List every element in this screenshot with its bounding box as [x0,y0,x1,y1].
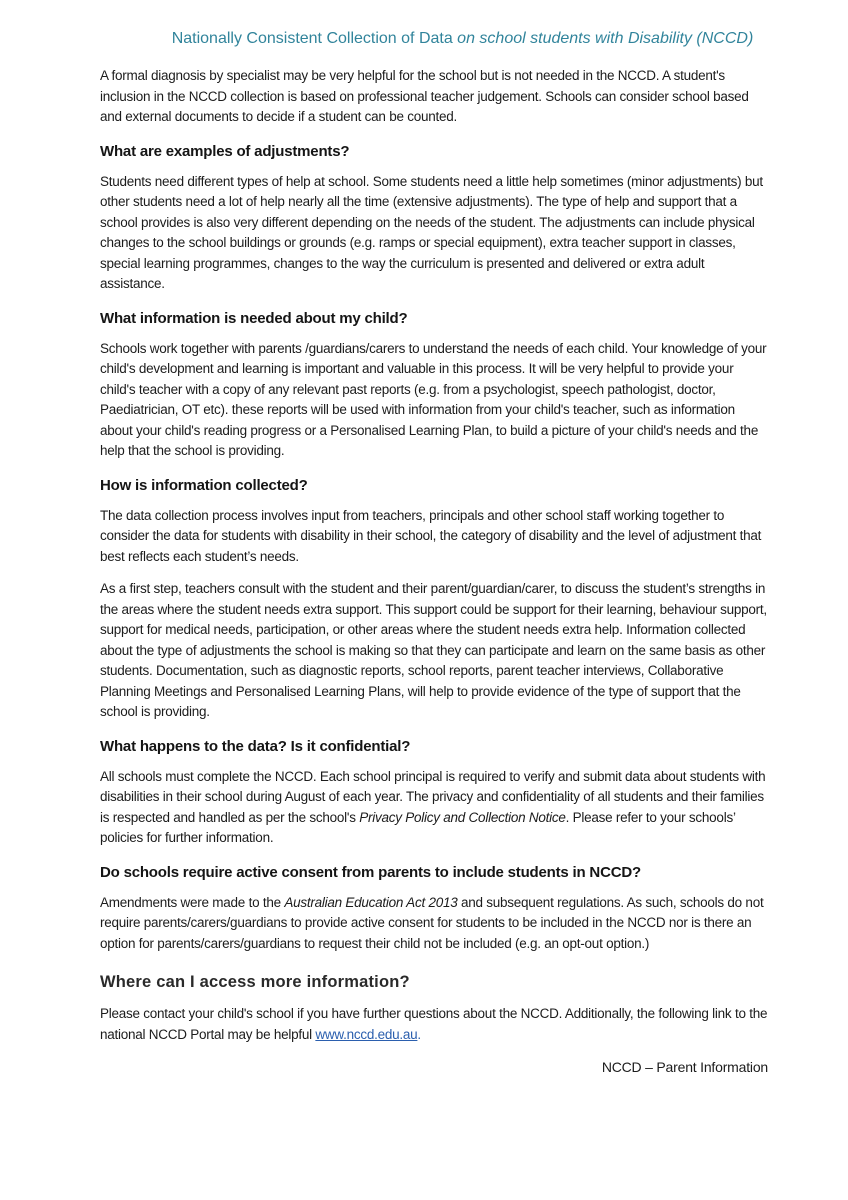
nccd-portal-link[interactable]: www.nccd.edu.au [315,1026,418,1042]
paragraph-collection-2: As a first step, teachers consult with the student and their parent/guardian/carer, to discuss the student’s strengths in the areas where the student needs extra support. This support could be support for their learning, behaviour support, support for medical needs, participation, or other areas where the student needs extra help. Information collected about the type of adjustments the school is making so that they can participate and learn on the same basis as other students. Documentation, such as diagnostic reports, school reports, parent teacher interviews, Collaborative Planning Meetings and Personalised Learning Plans, will help to provide evidence of the type of support that the school is providing. [100,581,767,719]
heading-child-info: What information is needed about my child? [100,309,408,327]
footer-label: NCCD – Parent Information [601,1059,768,1075]
heading-consent: Do schools require active consent from parents to include students in NCCD? [100,863,641,881]
consent-text-italic: Australian Education Act 2013 [284,894,458,910]
consent-text-pre: Amendments were made to the [100,894,285,910]
paragraph-confidential [100,767,768,849]
paragraph-child-info: Schools work together with parents /guardians/carers to understand the needs of each child. Your knowledge of your child's development and learning is important and valuable in this process. It will be very helpful to provide your child's teacher with a copy of any relevant past reports (e.g. from a psychologist, speech pathologist, doctor, Paediatrician, OT etc). these reports will be used with information from your child's teacher, such as information about your child's reading progress or a Personalised Learning Plan, to build a picture of your child's needs and the help that the school is providing. [100,340,767,458]
heading-collection: How is information collected? [100,476,308,494]
more-info-text-post: . [417,1026,421,1042]
heading-confidential: What happens to the data? Is it confidential? [100,737,411,755]
more-info-text-pre: Please contact your child's school if you have further questions about the NCCD. Additionally, the following link to the national NCCD Portal may be helpful [100,1006,768,1042]
confidential-text-italic: Privacy Policy and Collection Notice [359,809,566,825]
heading-adjustments: What are examples of adjustments? [100,142,350,160]
paragraph-adjustments: Students need different types of help at school. Some students need a little help sometimes (minor adjustments) but other students need a lot of help nearly all the time (extensive adjustments). The type of help and support that a school provides is also very different depending on the needs of the student. The adjustments can include physical changes to the school buildings or grounds (e.g. ramps or special equipment), extra teacher support in classes, special learning programmes, changes to the way the curriculum is presented and delivered or extra adult assistance. [100,173,763,291]
page-title-regular: Nationally Consistent Collection of Data [171,30,453,47]
page-title [157,28,768,50]
paragraph-collection-1: The data collection process involves input from teachers, principals and other school staff working together to consider the data for students with disability in their school, the category of disability and the level of adjustment that best reflects each student’s needs. [100,507,762,564]
paragraph-consent [100,893,768,955]
consent-text-post: and subsequent regulations. As such, schools do not require parents/carers/guardians to provide active consent for students to be included in the NCCD nor is there an option for parents/carers/guardians to request their child not be included (e.g. an opt-out option.) [100,894,764,951]
confidential-text-pre: All schools must complete the NCCD. Each school principal is required to verify and submit data about students with disabilities in their school during August of each year. The privacy and confidentiality of all students and their families is respected and handled as per the school's [100,768,766,825]
heading-more-info: Where can I access more information? [100,973,410,991]
confidential-text-post: . Please refer to your schools’ policies for further information. [100,809,736,845]
paragraph-more-info [100,1004,768,1045]
page-title-italic: on school students with Disability (NCCD) [452,30,754,47]
intro-paragraph: A formal diagnosis by specialist may be very helpful for the school but is not needed in the NCCD. A student's inclusion in the NCCD collection is based on professional teacher judgement. Schools can consider school based and external documents to decide if a student can be counted. [100,68,749,124]
